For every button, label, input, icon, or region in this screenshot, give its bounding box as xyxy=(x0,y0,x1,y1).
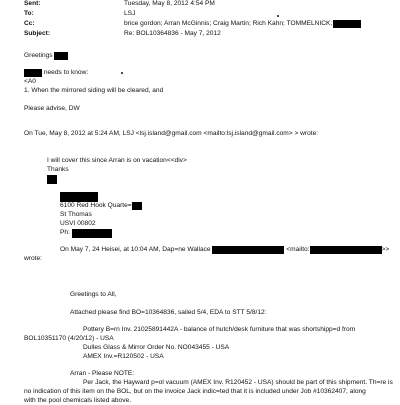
cover-line: I will cover this since Arran is on vacation<<div> xyxy=(47,157,187,164)
amex-line: AMEX Inv.=R120502 - USA xyxy=(83,353,164,360)
stray-mark xyxy=(121,72,123,74)
address-text: 6100 Red Hook Quarte= xyxy=(60,202,132,209)
to-value: LSJ xyxy=(124,10,136,17)
redaction-box xyxy=(310,246,382,254)
a0-line: <A0 xyxy=(24,78,36,85)
attached-line: Attached please find BO=10364836, sailed 5/4, EDA to STT 5/8/12: xyxy=(70,309,267,316)
phone-line xyxy=(60,229,112,238)
note-heading: Arran - Please NOTE: xyxy=(70,370,135,377)
note-line-3: with the pool chemicals listed above. xyxy=(24,397,132,404)
quote2-intro xyxy=(60,246,389,254)
redaction-box xyxy=(212,246,284,254)
address-line-2: St Thomas xyxy=(60,211,92,218)
redaction-box xyxy=(60,192,98,202)
redaction-box xyxy=(54,52,68,60)
redaction-box xyxy=(333,20,361,28)
address-line-3: USVI 00802 xyxy=(60,220,96,227)
pottery-line-b: BOL10351170 (4/20/12) - USA xyxy=(24,335,114,342)
redaction-box xyxy=(72,229,112,238)
thanks-line: Thanks xyxy=(47,166,69,173)
advise-line: Please advise, DW xyxy=(24,105,80,112)
sent-value: Tuesday, May 8, 2012 4:54 PM xyxy=(124,0,215,7)
needs-text: needs to know: xyxy=(43,69,89,76)
to-label: To: xyxy=(24,10,34,17)
stray-mark xyxy=(277,15,279,17)
mailto-open: <mailto: xyxy=(286,246,310,253)
subject-value: Re: BOL10364836 - May 7, 2012 xyxy=(124,30,221,37)
redaction-box xyxy=(132,202,142,210)
note-line-1: Per Jack, the Hayward p=ol vacuum (AMEX Inv. R120452 - USA) should be part of this shipment. Th=re is xyxy=(83,379,393,386)
cc-value xyxy=(124,20,361,28)
subject-label: Subject: xyxy=(24,30,51,37)
greeting-line xyxy=(24,52,68,60)
dulles-line: Dulles Glass & Mirror Order No. NO043455 - USA xyxy=(83,344,230,351)
quote2-intro-text: On May 7, 24 Heisei, at 10:04 AM, Dap=ne Wallace xyxy=(60,246,211,253)
mailto-close: >> xyxy=(381,246,390,253)
quote2-wrote: wrote: xyxy=(24,255,42,262)
greeting-text: Greetings xyxy=(24,52,53,59)
redaction-box xyxy=(47,175,57,184)
note-line-2: no indication of this item on the BOL, but on the invoice Jack indic=ted that it is included under Job #10362407, along xyxy=(24,388,366,395)
pottery-line-a: Pottery B=rn Inv. 21025891442A - balance of hutch/desk furniture that was shortshipp=d from xyxy=(83,326,356,333)
needs-line xyxy=(24,69,88,77)
phone-label: Ph: xyxy=(60,229,70,236)
point-1: 1. When the mirrored siding will be cleared, and xyxy=(24,87,164,94)
cc-label: Cc: xyxy=(24,20,35,27)
address-line-1 xyxy=(60,202,142,210)
redaction-box xyxy=(24,69,42,77)
sent-label: Sent: xyxy=(24,0,41,7)
cc-text: brice gordon; Arran McGinnis; Craig Martin; Rich Kahn; TOMMELNICK; xyxy=(124,20,333,27)
greetings-all: Greetings to All, xyxy=(70,291,117,298)
quote1-intro: On Tue, May 8, 2012 at 5:24 AM, LSJ <lsj.island@gmail.com <mailto:lsj.island@gmail.com> > wrote: xyxy=(24,130,319,137)
